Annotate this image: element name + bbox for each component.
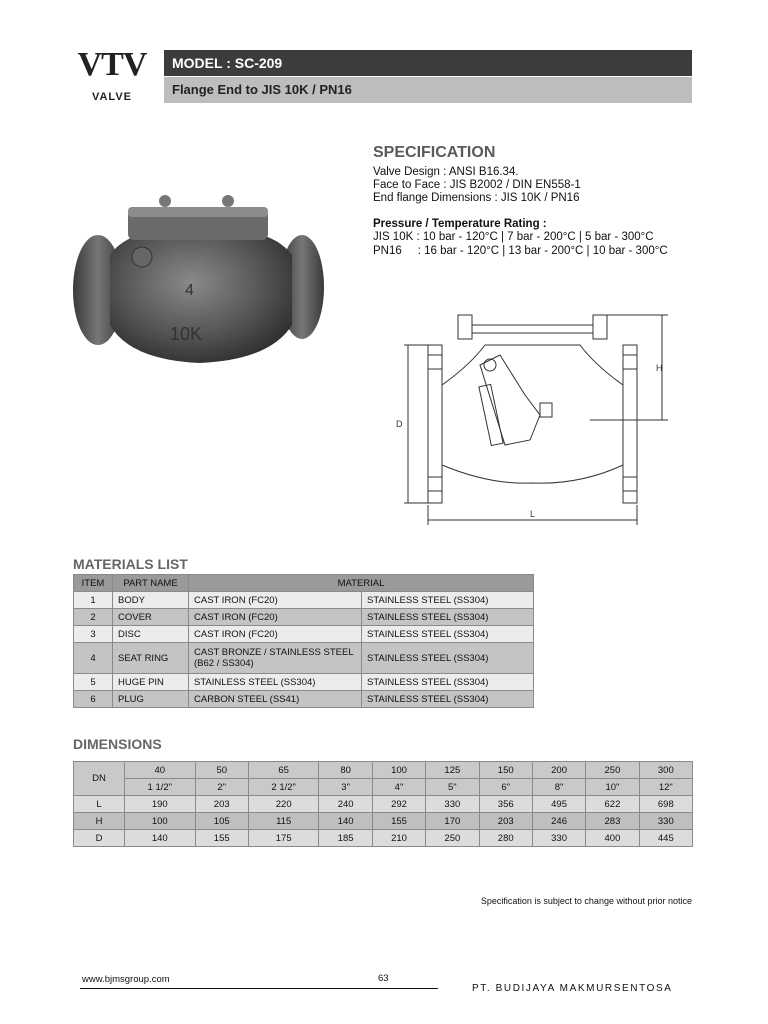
dimensions-table [73, 761, 693, 847]
table-row: 1 BODY CAST IRON (FC20) STAINLESS STEEL (SS304) [74, 592, 534, 609]
table-row: L 190 203 220 240 292 330 356 495 622 698 [74, 796, 693, 813]
table-row: 6 PLUG CARBON STEEL (SS41) STAINLESS STEEL (SS304) [74, 691, 534, 708]
dn-label: DN [74, 762, 125, 796]
table-row: 1 1/2" 2" 2 1/2" 3" 4" 5" 6" 8" 10" 12" [74, 779, 693, 796]
rating-title: Pressure / Temperature Rating : [373, 218, 547, 230]
logo: VTV [77, 46, 147, 83]
dimensions-title: DIMENSIONS [73, 736, 162, 752]
col-header-part: PART NAME [113, 575, 189, 592]
svg-text:10K: 10K [170, 324, 203, 344]
rating-line: JIS 10K : 10 bar - 120°C | 7 bar - 200°C | 5 bar - 300°C [373, 231, 654, 243]
logo-subtext: VALVE [91, 91, 133, 103]
col-header-item: ITEM [74, 575, 113, 592]
svg-text:4: 4 [185, 282, 194, 299]
notice-text: Specification is subject to change without prior notice [480, 896, 692, 906]
materials-table [73, 574, 534, 708]
spec-line: Face to Face : JIS B2002 / DIN EN558-1 [373, 179, 581, 191]
page-number: 63 [378, 973, 389, 984]
table-row: 3 DISC CAST IRON (FC20) STAINLESS STEEL (SS304) [74, 626, 534, 643]
table-row: DN 40 50 65 80 100 125 150 200 250 300 [74, 762, 693, 779]
valve-drawing [390, 305, 675, 530]
rating-line: PN16 : 16 bar - 120°C | 13 bar - 200°C | 10 bar - 300°C [373, 245, 668, 257]
valve-photo [70, 185, 330, 385]
drawing-label-h: H [656, 363, 663, 373]
drawing-label-l: L [530, 509, 536, 519]
flange-subtitle: Flange End to JIS 10K / PN16 [164, 77, 692, 103]
spec-line: End flange Dimensions : JIS 10K / PN16 [373, 192, 580, 204]
col-header-material: MATERIAL [189, 575, 534, 592]
footer-url[interactable]: www.bjmsgroup.com [82, 974, 170, 985]
table-row: H 100 105 115 140 155 170 203 246 283 330 [74, 813, 693, 830]
drawing-label-d: D [396, 419, 403, 429]
model-title: MODEL : SC-209 [164, 50, 692, 76]
table-row: 4 SEAT RING CAST BRONZE / STAINLESS STEEL (B62 / SS304) STAINLESS STEEL (SS304) [74, 643, 534, 674]
footer-divider [80, 988, 438, 989]
table-row: 2 COVER CAST IRON (FC20) STAINLESS STEEL (SS304) [74, 609, 534, 626]
table-row: D 140 155 175 185 210 250 280 330 400 445 [74, 830, 693, 847]
materials-title: MATERIALS LIST [73, 556, 188, 572]
company-name: PT. BUDIJAYA MAKMURSENTOSA [472, 983, 673, 994]
spec-line: Valve Design : ANSI B16.34. [373, 166, 519, 178]
specification-title: SPECIFICATION [373, 144, 496, 161]
table-row: 5 HUGE PIN STAINLESS STEEL (SS304) STAINLESS STEEL (SS304) [74, 674, 534, 691]
